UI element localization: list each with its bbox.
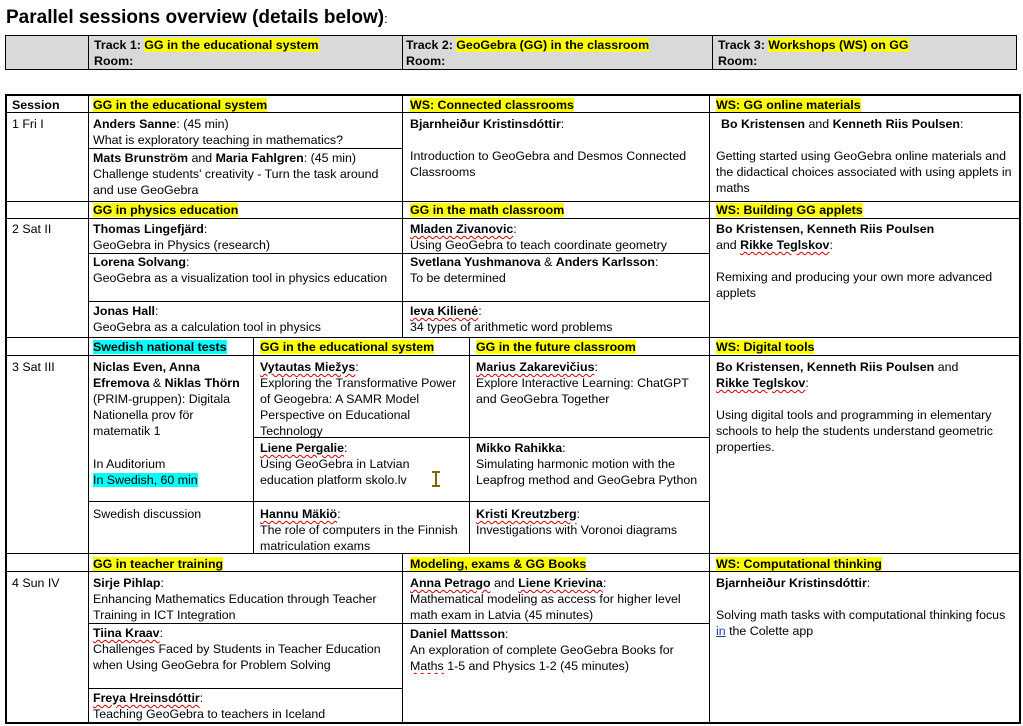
s3-talk-rahikka: Mikko Rahikka: Simulating harmonic motion with the Leapfrog method and GeoGebra Python (476, 441, 698, 487)
s2-talk-kiliene: Ieva Kilienė: 34 types of arithmetic word problems (410, 304, 613, 334)
s3-track1-heading: GG in the educational system (260, 340, 435, 354)
s1-track1-heading: GG in the educational system (93, 98, 268, 112)
s2-talk-lingefjard: Thomas Lingefjärd: GeoGebra in Physics (research) (93, 222, 270, 252)
s3-talk-makio: Hannu Mäkiö: The role of computers in the Finnish matriculation exams (260, 507, 458, 553)
s1-ws-online: Bo Kristensen and Kenneth Riis Poulsen: (721, 117, 964, 131)
s1-track2-heading: WS: Connected classrooms (410, 98, 574, 112)
s2-track2-heading: GG in the math classroom (410, 203, 565, 217)
s2-talk-solvang: Lorena Solvang: GeoGebra as a visualization tool in physics education (93, 255, 388, 285)
s2-talk-zivanovic: Mladen Zivanovic: Using GeoGebra to teach coordinate geometry (410, 222, 667, 252)
s3-swedish-heading: Swedish national tests (93, 340, 227, 354)
s2-track3-heading: WS: Building GG applets (716, 203, 863, 217)
s4-talk-hreinsdottir: Freya Hreinsdóttir: Teaching GeoGebra to teachers in Iceland (93, 691, 326, 721)
s3-talk-kreutzberg: Kristi Kreutzberg: Investigations with Voronoi diagrams (476, 507, 678, 537)
s3-talk-pergalie: Liene Pergalie: Using GeoGebra in Latvian education platform skolo.lv (260, 441, 410, 487)
text-cursor-icon (430, 470, 442, 488)
s2-ws-applets: Bo Kristensen, Kenneth Riis Poulsen and Rikke Teglskov: Remixing and producing your own more advanced applets (716, 222, 993, 300)
page-title: Parallel sessions overview (details below): (6, 7, 388, 28)
s4-track1-heading: GG in teacher training (93, 557, 224, 571)
s1-talk-sanne: Anders Sanne: (45 min) What is exploratory teaching in mathematics? (93, 117, 343, 147)
s3-swedish-discussion: Swedish discussion (93, 507, 202, 521)
s4-talk-kraav: Tiina Kraav: Challenges Faced by Students in Teacher Education when Using GeoGebra for Problem Solving (93, 626, 381, 672)
s4-track2-heading: Modeling, exams & GG Books (410, 557, 587, 571)
s3-track3-heading: WS: Digital tools (716, 340, 815, 354)
s4-talk-petrago: Anna Petrago and Liene Krievina: Mathematical modeling as access for higher level math exam in Latvia (45 minutes) (410, 576, 681, 622)
s4-ws-computational: Bjarnheiður Kristinsdóttir: Solving math tasks with computational thinking focus in the Colette app (716, 576, 1006, 638)
s3-talk-miezys: Vytautas Miežys: Exploring the Transformative Power of Geogebra: A SAMR Model Perspective on Educational Technology (260, 360, 457, 438)
s4-talk-mattsson: Daniel Mattsson: An exploration of complete GeoGebra Books for Maths 1-5 and Physics 1-2 (45 minutes) (410, 627, 674, 673)
s1-ws-connected: Bjarnheiður Kristinsdóttir: Introduction to GeoGebra and Desmos Connected Classrooms (410, 117, 687, 179)
s3-talk-even: Niclas Even, Anna Efremova & Niklas Thörn (PRIM-gruppen): Digitala Nationella prov för matematik 1 (93, 360, 240, 438)
s1-ws-online-desc: Getting started using GeoGebra online materials and the didactical choices associated with using applets in maths (716, 149, 1012, 195)
session-1-label: 1 Fri I (12, 117, 44, 131)
s3-track2-heading: GG in the future classroom (476, 340, 636, 354)
s2-track1-heading: GG in physics education (93, 203, 239, 217)
track-1-header: Track 1: GG in the educational system Room: (94, 38, 319, 68)
s1-track3-heading: WS: GG online materials (716, 98, 861, 112)
s3-ws-digital: Bo Kristensen, Kenneth Riis Poulsen and Rikke Teglskov: Using digital tools and programming in elementary schools to help the students understand geometric properties. (716, 360, 993, 454)
s2-talk-hall: Jonas Hall: GeoGebra as a calculation tool in physics (93, 304, 321, 334)
s3-talk-zakarevicius: Marius Zakarevičius: Explore Interactive Learning: ChatGPT and GeoGebra Together (476, 360, 689, 406)
track-2-header: Track 2: GeoGebra (GG) in the classroom Room: (406, 38, 650, 68)
session-3-label: 3 Sat III (12, 360, 55, 374)
s4-talk-pihlap: Sirje Pihlap: Enhancing Mathematics Education through Teacher Training in ICT Integration (93, 576, 377, 622)
session-header: Session (12, 98, 60, 112)
s1-talk-brunstrom: Mats Brunström and Maria Fahlgren: (45 min) Challenge students' creativity - Turn the task around and use GeoGebra (93, 151, 379, 197)
track-3-header: Track 3: Workshops (WS) on GG Room: (718, 38, 909, 68)
s3-place: In Auditorium In Swedish, 60 min (93, 457, 198, 487)
session-4-label: 4 Sun IV (12, 576, 60, 590)
s4-track3-heading: WS: Computational thinking (716, 557, 882, 571)
s2-talk-yushmanova: Svetlana Yushmanova & Anders Karlsson: To be determined (410, 255, 659, 285)
session-2-label: 2 Sat II (12, 222, 52, 236)
